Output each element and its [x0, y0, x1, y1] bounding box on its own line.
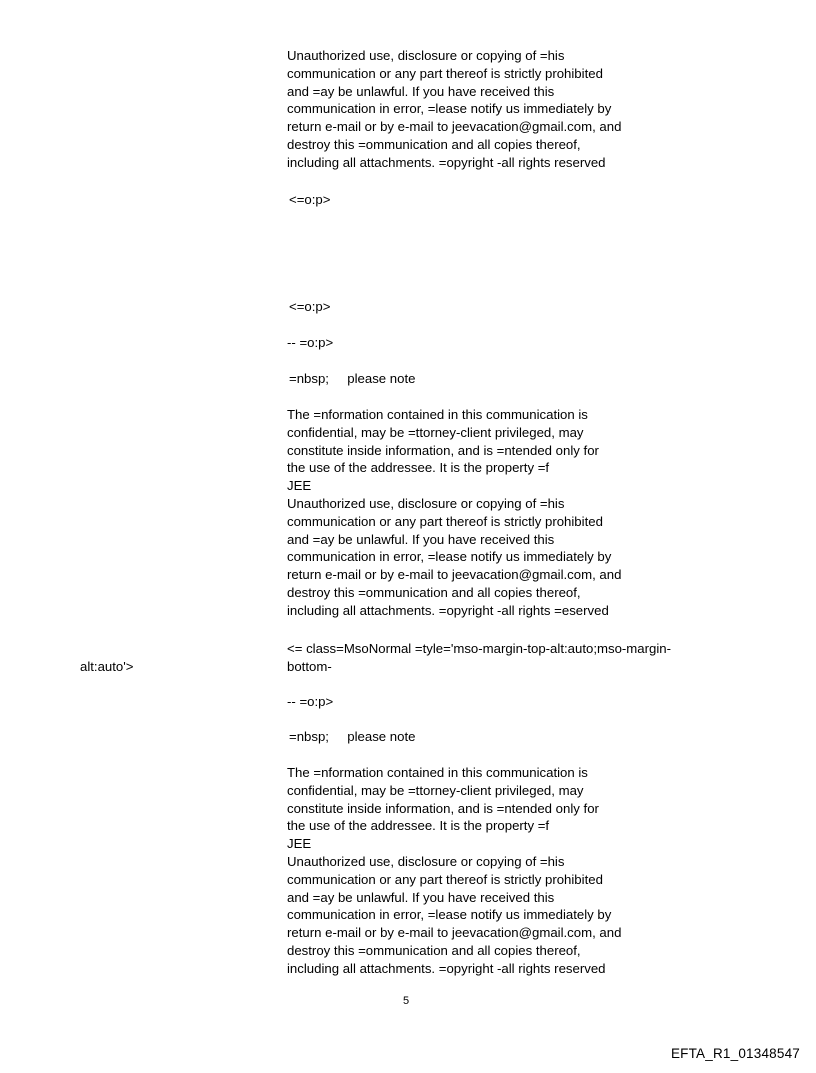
please-note-line-2: =nbsp; please note — [289, 729, 416, 744]
confidentiality-paragraph-1: The =nformation contained in this communication is confidential, may be =ttorney-client privileged, may constitute inside information, and is =ntended only for the use of the addressee. It is the property =f JEE Unauthorized use, disclosure or copying of =his communication or any part thereof is strictly prohibited and =ay be unlawful. If you have received this communication in error, =lease notify us immediately by return e-mail or by e-mail to jeevacation@gmail.com, and destroy this =ommunication and all copies thereof, including all attachments. =opyright -all rights =eserved — [287, 407, 622, 618]
msonormal-class-line-wrap: alt:auto'> — [80, 659, 134, 674]
markup-fragment-2: <=o:p> — [289, 299, 331, 314]
markup-fragment-4: -- =o:p> — [287, 694, 334, 709]
markup-fragment-1: <=o:p> — [289, 192, 331, 207]
document-id: EFTA_R1_01348547 — [670, 1046, 800, 1061]
markup-fragment-3: -- =o:p> — [287, 335, 334, 350]
disclaimer-paragraph-1: Unauthorized use, disclosure or copying of =his communication or any part thereof is strictly prohibited and =ay be unlawful. If you have received this communication in error, =lease notify us immediately by return e-mail or by e-mail to jeevacation@gmail.com, and destroy this =ommunication and all copies thereof, including all attachments. =opyright -all rights reserved — [287, 48, 622, 170]
msonormal-class-line: <= class=MsoNormal =tyle='mso-margin-top-alt:auto;mso-margin-bottom- — [287, 641, 671, 674]
page-number: 5 — [403, 995, 410, 1007]
confidentiality-paragraph-2: The =nformation contained in this communication is confidential, may be =ttorney-client privileged, may constitute inside information, and is =ntended only for the use of the addressee. It is the property =f JEE Unauthorized use, disclosure or copying of =his communication or any part thereof is strictly prohibited and =ay be unlawful. If you have received this communication in error, =lease notify us immediately by return e-mail or by e-mail to jeevacation@gmail.com, and destroy this =ommunication and all copies thereof, including all attachments. =opyright -all rights reserved — [287, 765, 622, 976]
please-note-line-1: =nbsp; please note — [289, 371, 416, 386]
